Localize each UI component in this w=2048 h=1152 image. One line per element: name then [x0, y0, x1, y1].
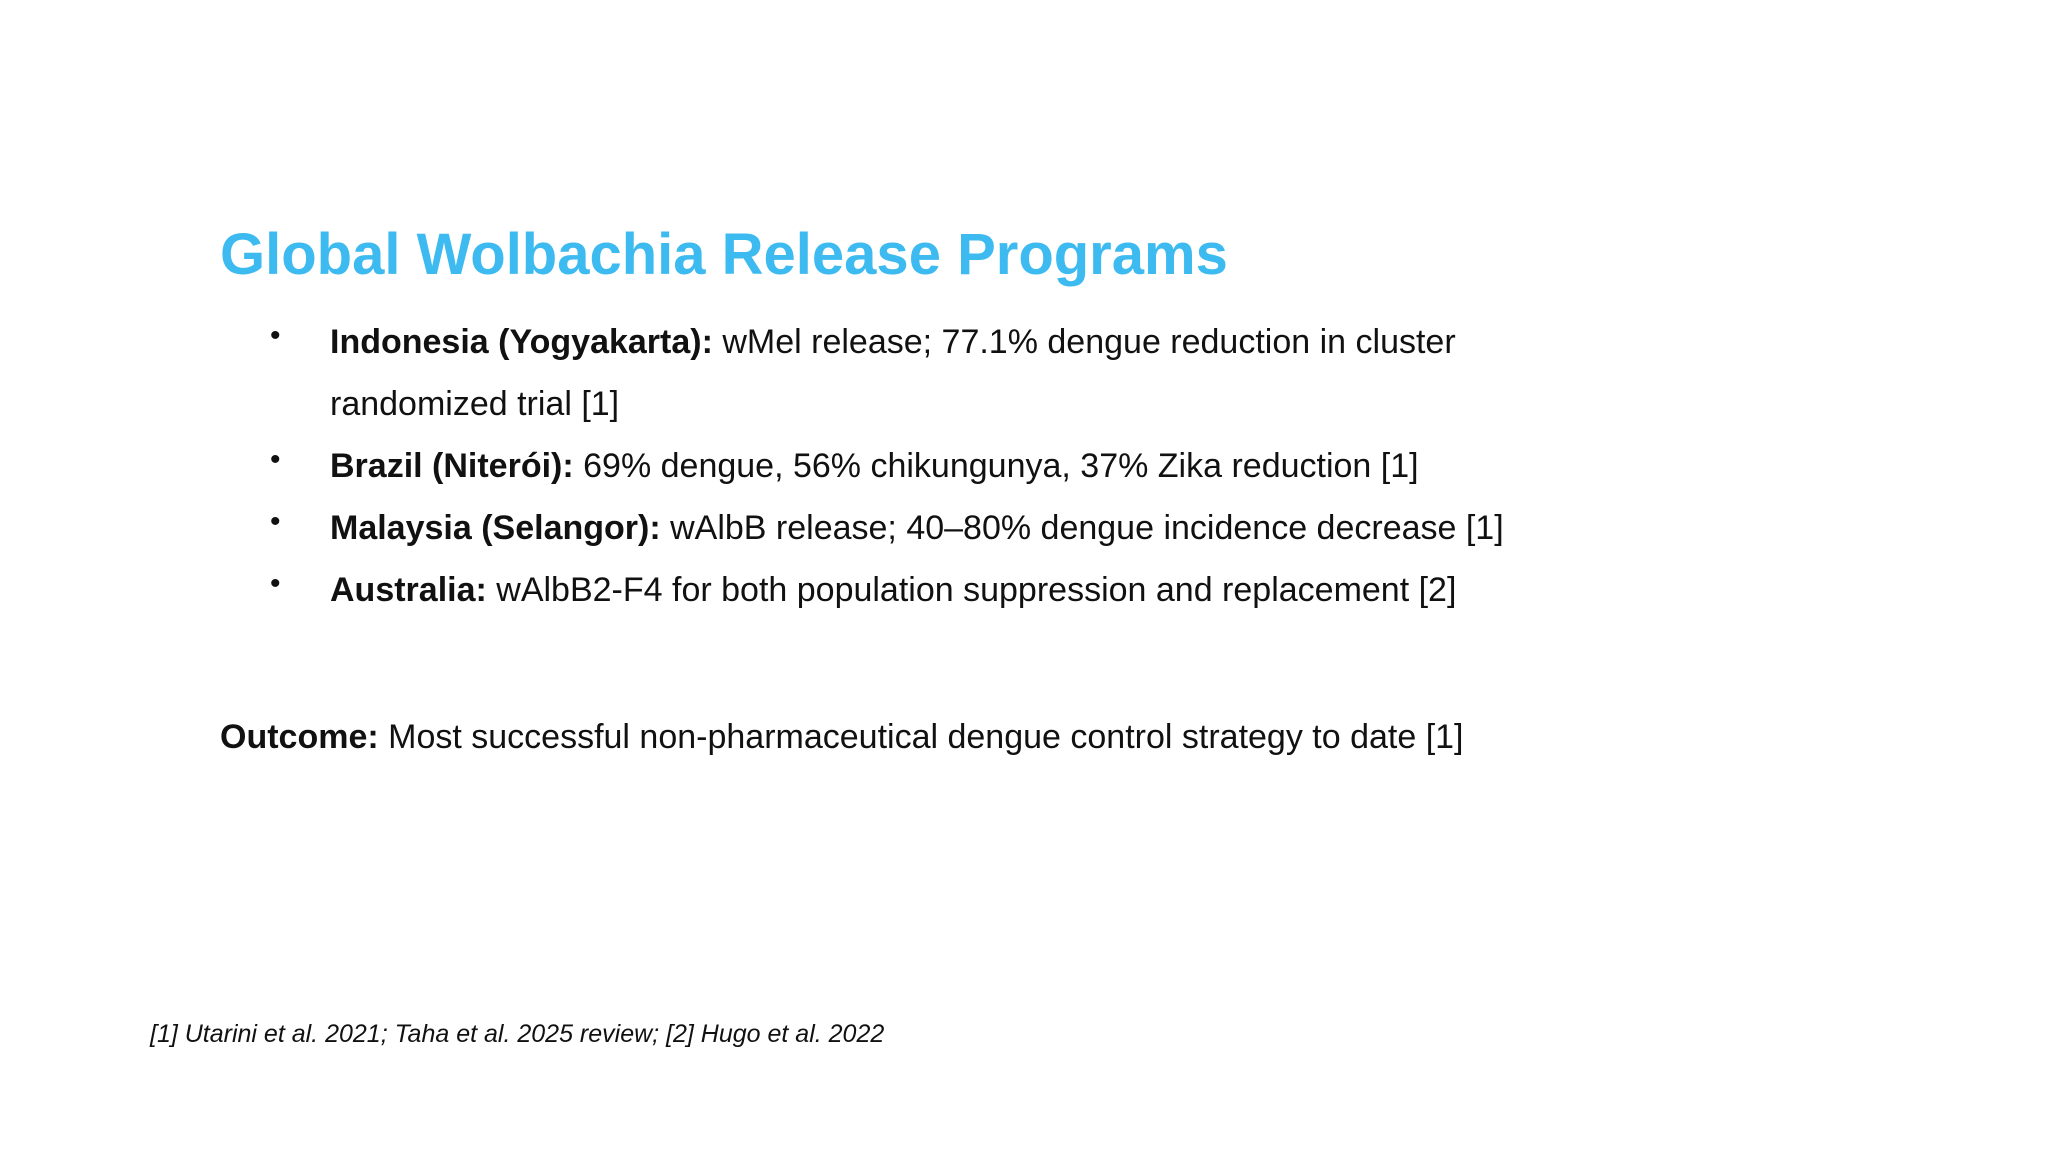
bullet-item-australia: [270, 559, 1570, 621]
bullet-label: Brazil (Niterói):: [330, 447, 574, 485]
outcome-label: Outcome:: [220, 718, 379, 756]
bullet-item-malaysia: [270, 497, 1570, 559]
bullet-text: wMel release; 77.1% dengue reduction in cluster randomized trial [1]: [330, 323, 1456, 423]
bullet-list: [270, 311, 1570, 621]
bullet-dot-icon: •: [270, 319, 281, 352]
footnote-references: [1] Utarini et al. 2021; Taha et al. 2025 review; [2] Hugo et al. 2022: [150, 1020, 885, 1048]
bullet-item-indonesia: [270, 311, 1570, 435]
bullet-label: Australia:: [330, 571, 487, 609]
slide-title: Global Wolbachia Release Programs: [220, 222, 1228, 287]
outcome-statement: [220, 706, 1464, 768]
bullet-label: Indonesia (Yogyakarta):: [330, 323, 713, 361]
bullet-text: 69% dengue, 56% chikungunya, 37% Zika reduction [1]: [573, 447, 1419, 485]
bullet-label: Malaysia (Selangor):: [330, 509, 661, 547]
bullet-text: wAlbB release; 40–80% dengue incidence decrease [1]: [660, 509, 1504, 547]
bullet-item-brazil: [270, 435, 1570, 497]
bullet-dot-icon: •: [270, 505, 281, 538]
outcome-text: Most successful non-pharmaceutical dengue control strategy to date [1]: [378, 718, 1464, 756]
bullet-dot-icon: •: [270, 567, 281, 600]
bullet-dot-icon: •: [270, 443, 281, 476]
bullet-text: wAlbB2-F4 for both population suppression and replacement [2]: [486, 571, 1457, 609]
